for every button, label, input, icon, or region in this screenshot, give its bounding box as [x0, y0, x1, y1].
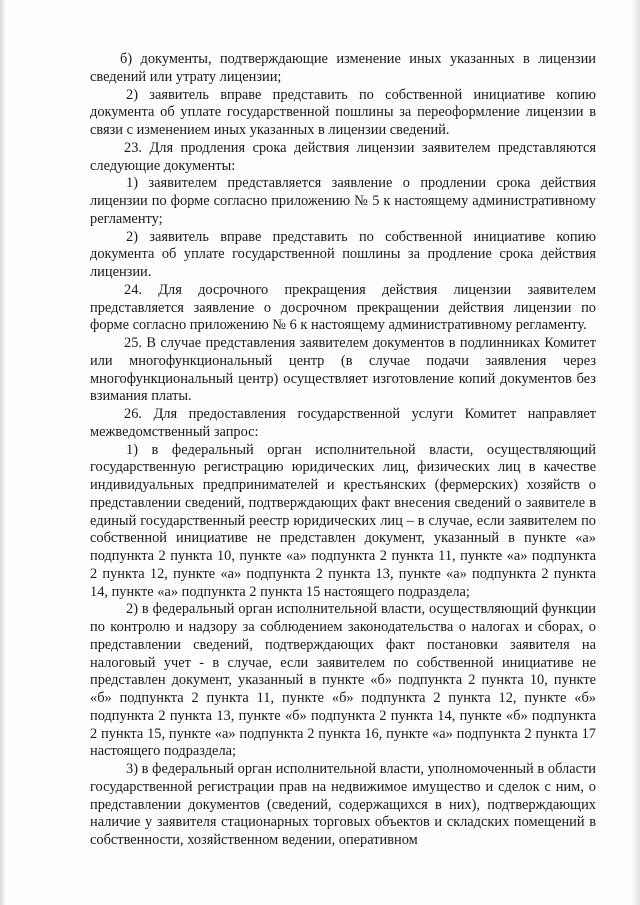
scan-edge-right: [632, 0, 640, 905]
paragraph-item-1-extension-application: 1) заявителем представляется заявление о продлении срока действия лицензии по форме согласно приложению № 5 к настоящему административному регламенту;: [90, 175, 596, 227]
paragraph-item-2-tax-authority: 2) в федеральный орган исполнительной власти, осуществляющий функции по контролю и надзору за соблюдением законодательства о налогах и сборах, о представлении сведений, подтверждающих факт постановки заявителя на налоговый учет - в случае, если заявителем по собственной инициативе не представлен документ, указанный в пункте «б» подпункта 2 пункта 10, пункте «б» подпункта 2 пункта 11, пункте «б» подпункта 2 пункта 12, пункте «б» подпункта 2 пункта 13, пункте «б» подпункта 2 пункта 14, пункте «б» подпункта 2 пункта 15, пункте «а» подпункта 2 пункта 16, пункте «а» подпункта 2 пункта 17 настоящего подраздела;: [90, 601, 596, 760]
paragraph-clause-23: 23. Для продления срока действия лицензии заявителем представляются следующие документы:: [90, 139, 596, 174]
document-body: [90, 51, 596, 850]
paragraph-clause-26: 26. Для предоставления государственной услуги Комитет направляет межведомственный запрос:: [90, 406, 596, 440]
paragraph-item-2-fee-extension: 2) заявитель вправе представить по собственной инициативе копию документа об уплате государственной пошлины за продление срока действия лицензии.: [90, 228, 596, 280]
paragraph-item-b-documents: б) документы, подтверждающие изменение иных указанных в лицензии сведений или утрату лицензии;: [90, 51, 596, 85]
paragraph-item-2-fee-reissue: 2) заявитель вправе представить по собственной инициативе копию документа об уплате государственной пошлины за переоформление лицензии в связи с изменением иных указанных в лицензии сведений.: [90, 86, 596, 138]
paragraph-item-3-property-registry: 3) в федеральный орган исполнительной власти, уполномоченный в области государственной регистрации прав на недвижимое имущество и сделок с ним, о представлении документов (сведений, содержащихся в них), подтверждающих наличие у заявителя стационарных торговых объектов и складских помещений в собственности, хозяйственном ведении, оперативном: [90, 761, 596, 848]
paragraph-clause-24: 24. Для досрочного прекращения действия лицензии заявителем представляется заявление о досрочном прекращении действия лицензии по форме согласно приложению № 6 к настоящему административному регламенту.: [90, 281, 596, 334]
paragraph-item-1-registration-authority: 1) в федеральный орган исполнительной власти, осуществляющий государственную регистрацию юридических лиц, физических лиц в качестве индивидуальных предпринимателей и крестьянских (фермерских) хозяйств о представлении сведений, подтверждающих факт внесения сведений о заявителе в единый государственный реестр юридических лиц – в случае, если заявителем по собственной инициативе не представлен документ, указанный в пункте «а» подпункта 2 пункта 10, пункте «а» подпункта 2 пункта 11, пункте «а» подпункта 2 пункта 12, пункте «а» подпункта 2 пункта 13, пункте «а» подпункта 2 пункта 14, пункте «а» подпункта 2 пункта 15 настоящего подраздела;: [90, 441, 596, 600]
scan-edge-left: [0, 0, 5, 905]
paragraph-clause-25: 25. В случае представления заявителем документов в подлинниках Комитет или многофункциональный центр (в случае подачи заявления через многофункциональный центр) осуществляет изготовление копий документов без взимания платы.: [90, 335, 596, 405]
